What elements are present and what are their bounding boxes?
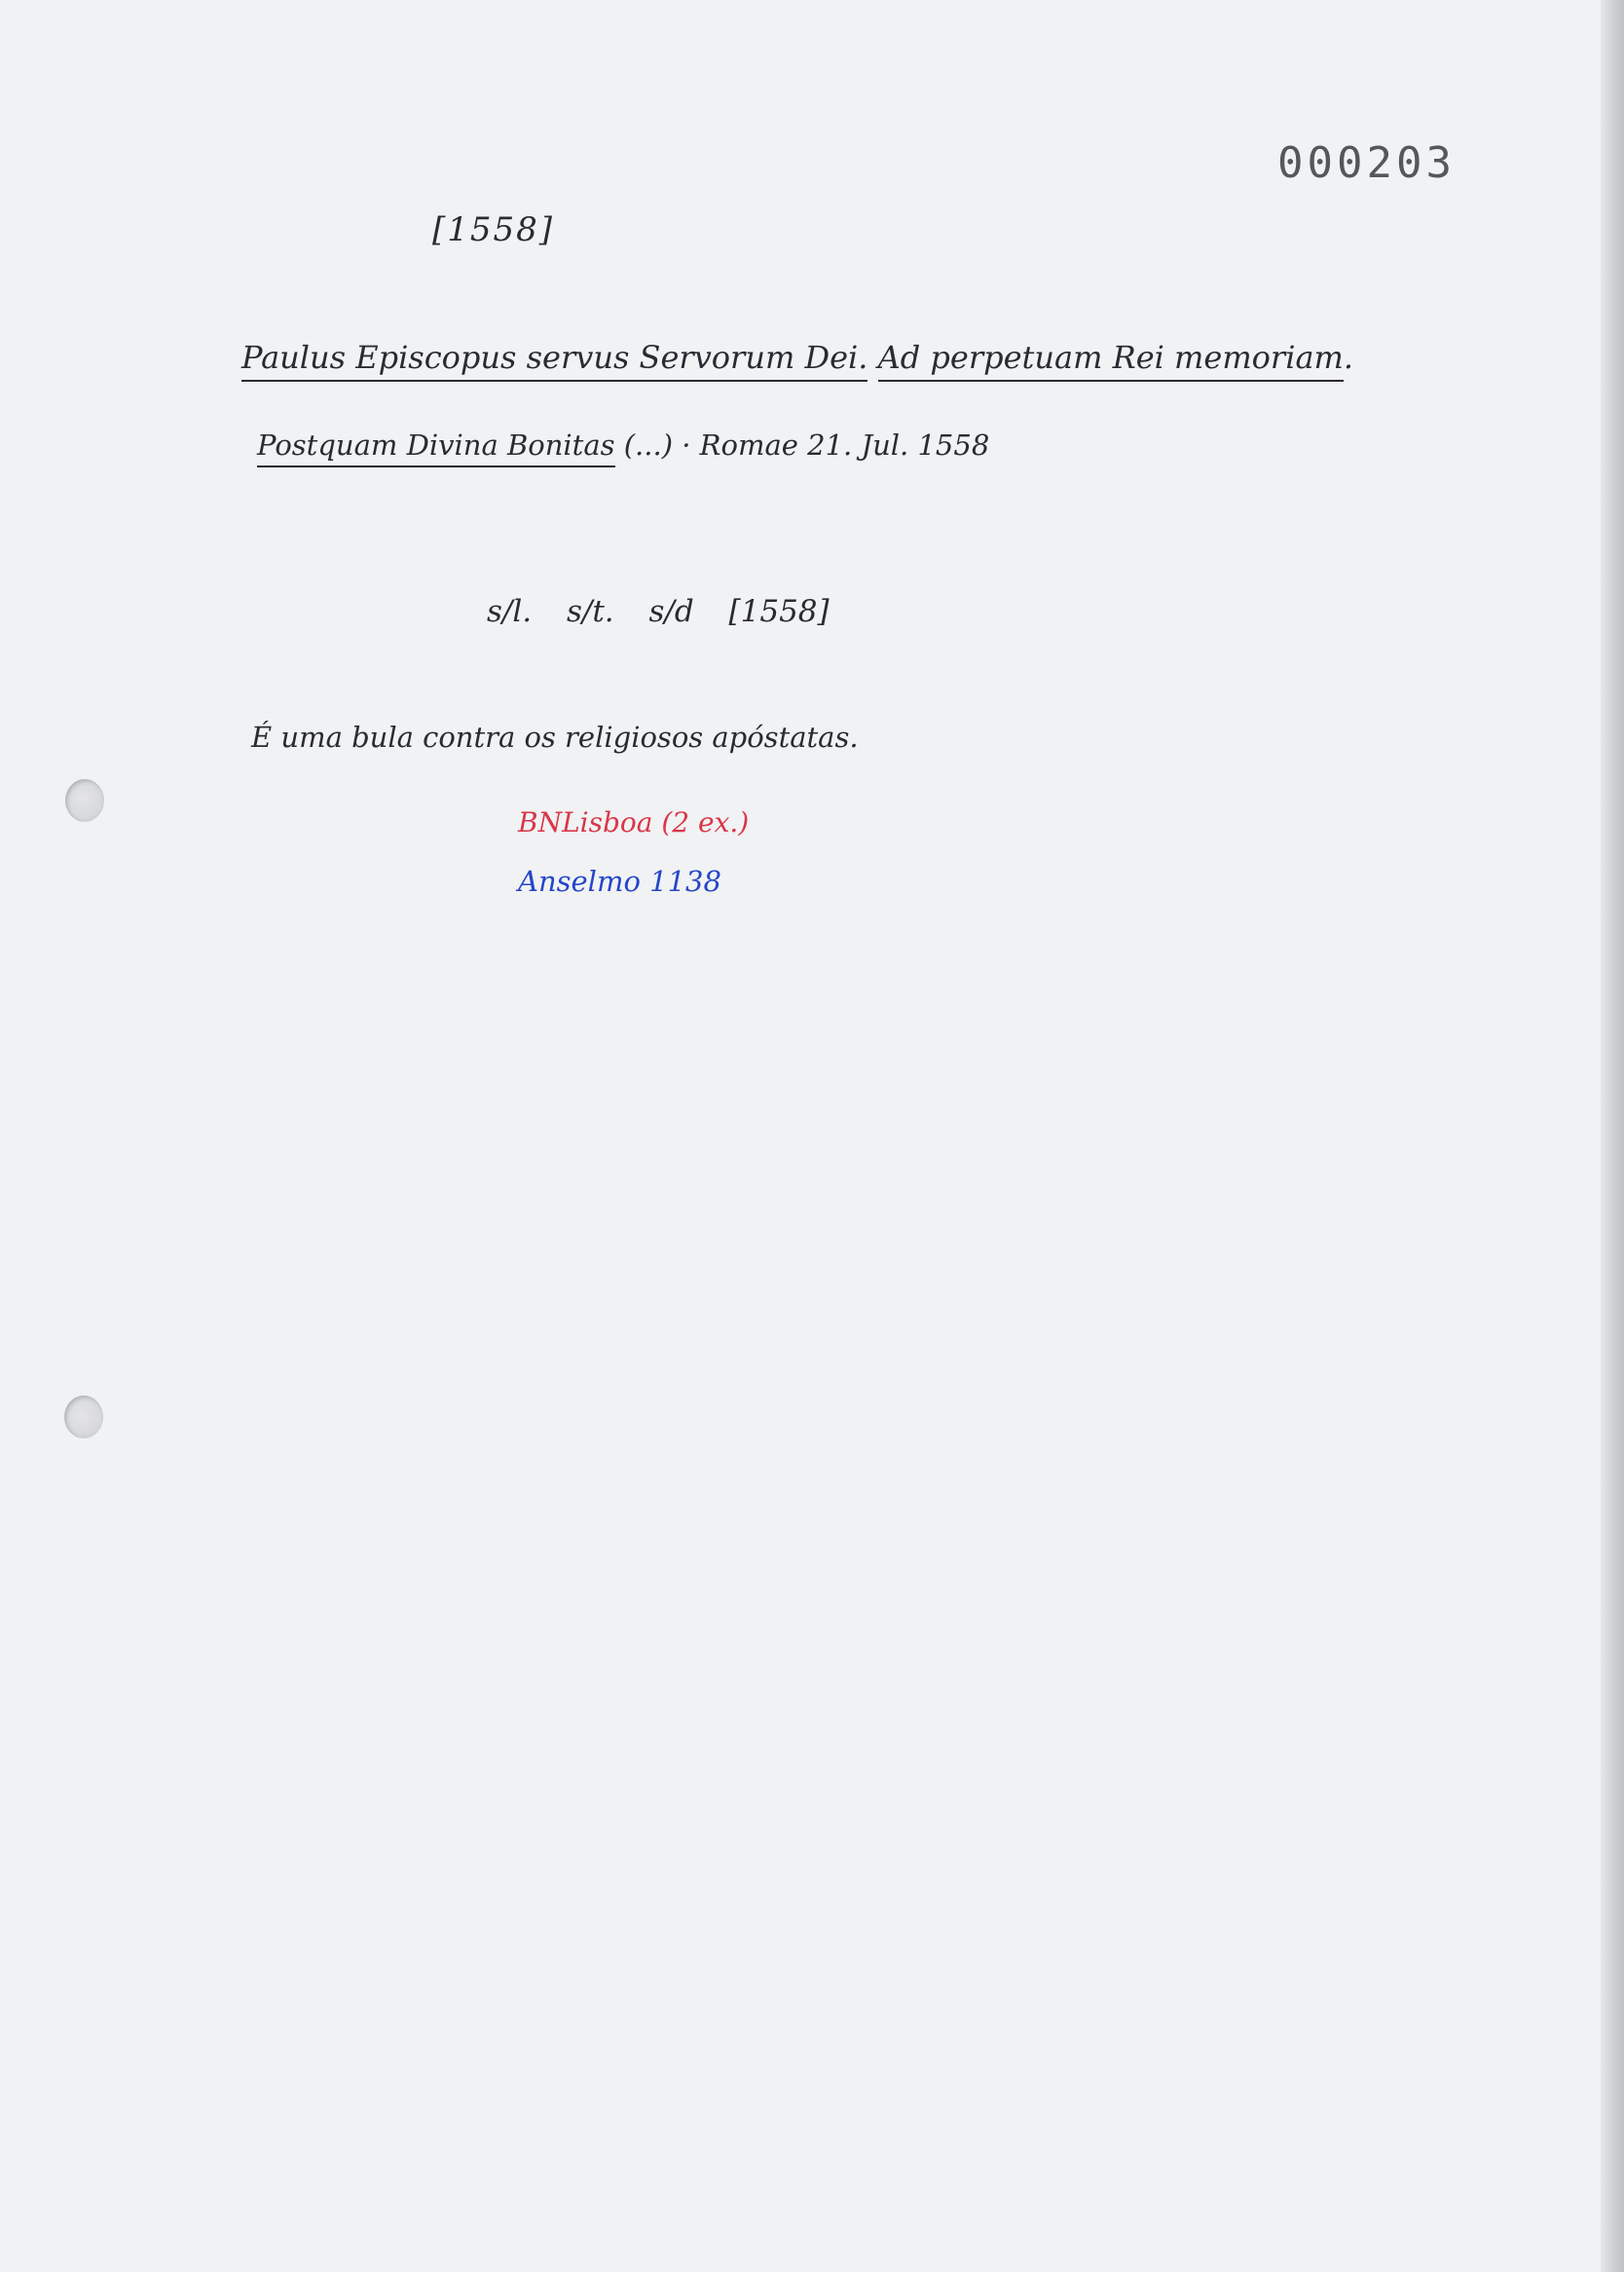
incipit-text: Postquam Divina Bonitas <box>257 428 615 467</box>
title-end: . <box>1343 339 1354 376</box>
incipit-rest: (...) · Romae 21. Jul. 1558 <box>623 428 990 462</box>
title-line <box>241 339 1353 376</box>
record-number-stamp: 000203 <box>1277 138 1456 188</box>
title-main: Paulus Episcopus servus Servorum Dei. <box>241 339 867 382</box>
imprint-line: s/l. s/t. s/d [1558] <box>487 594 830 629</box>
title-rest: Ad perpetuam Rei memoriam <box>878 339 1344 382</box>
bibliographic-reference: Anselmo 1138 <box>518 865 721 898</box>
punch-hole-top <box>65 779 104 822</box>
library-holding: BNLisboa (2 ex.) <box>518 806 750 838</box>
incipit-line <box>257 428 989 462</box>
year-heading: [1558] <box>432 210 555 249</box>
punch-hole-bottom <box>64 1396 103 1438</box>
page-edge-shadow <box>1601 0 1624 2272</box>
description-note: É uma bula contra os religiosos apóstatas. <box>251 721 859 754</box>
